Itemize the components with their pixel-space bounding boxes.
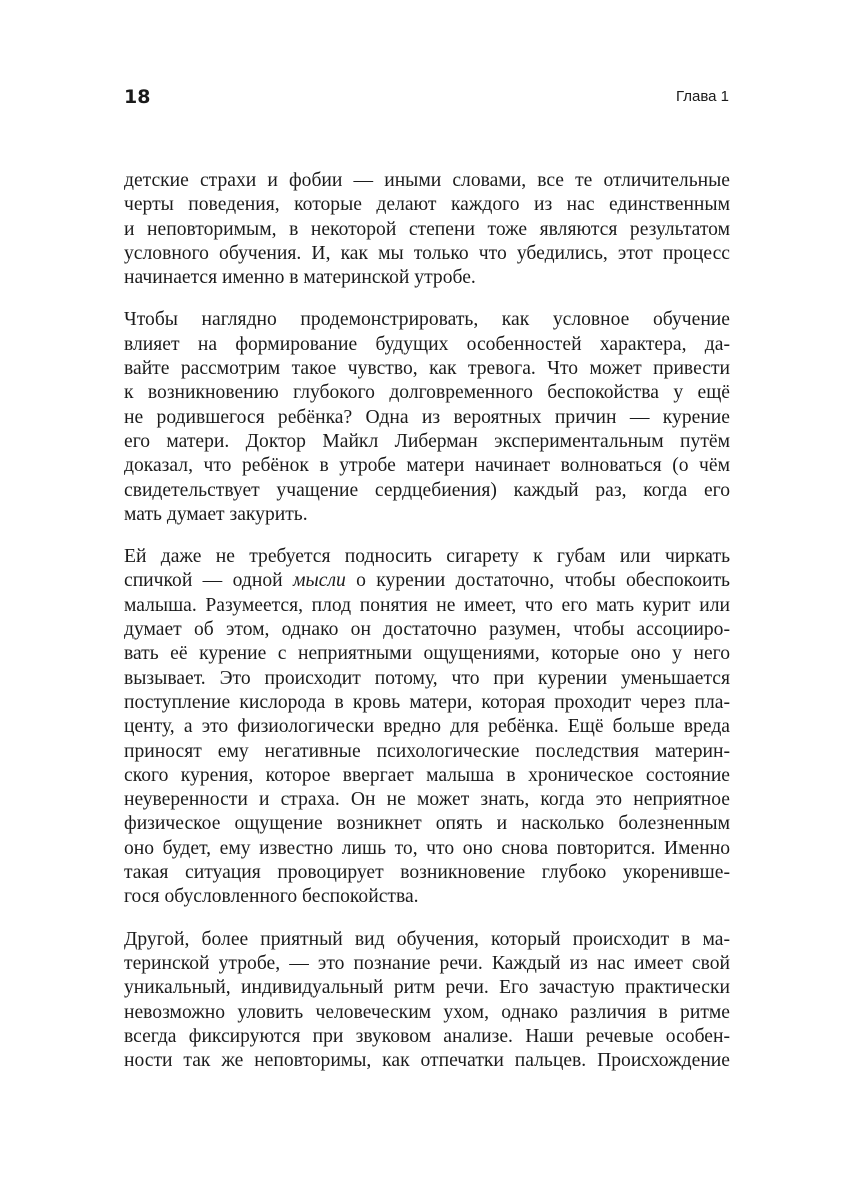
running-header [124, 82, 729, 112]
text-line: приносят ему негативные психологические последствия материн- [124, 740, 730, 762]
text-line: уникальный, индивидуальный ритм речи. Его зачастую практически [124, 977, 730, 999]
text-line: вызывает. Это происходит потому, что при курении уменьшается [124, 667, 730, 689]
text-line: свидетельствует учащение сердцебиения) каждый раз, когда его [124, 479, 730, 501]
text-line: теринской утробе, — это познание речи. Каждый из нас имеет свой [124, 952, 730, 974]
page-number: 18 [124, 86, 151, 108]
text-line: Ей даже не требуется подносить сигарету к губам или чиркать [124, 546, 730, 568]
text-line: гося обусловленного беспокойства. [124, 886, 419, 908]
text-line: мать думает закурить. [124, 503, 308, 525]
text-fragment: спичкой — одной [124, 570, 283, 592]
text-line: черты поведения, которые делают каждого из нас единственным [124, 194, 730, 216]
text-line: физическое ощущение возникнет опять и насколько болезненным [124, 813, 730, 835]
text-line: неуверенности и страха. Он не может знать, когда это неприятное [124, 789, 730, 811]
text-line: ности так же неповторимы, как отпечатки пальцев. Происхождение [124, 1050, 730, 1072]
text-line: такая ситуация провоцирует возникновение глубоко укоренивше- [124, 862, 730, 884]
text-line: к возникновению глубокого долговременного беспокойства у ещё [124, 382, 730, 404]
text-line: детские страхи и фобии — иными словами, все те отличительные [124, 170, 730, 191]
emphasized-word: мысли [292, 570, 346, 592]
text-line: всегда фиксируются при звуковом анализе. Наши речевые особен- [124, 1025, 730, 1047]
text-line: думает об этом, однако он достаточно разумен, чтобы ассоцииро- [124, 619, 730, 641]
text-line: доказал, что ребёнок в утробе матери начинает волноваться (о чём [124, 455, 730, 477]
text-line: оно будет, ему известно лишь то, что оно снова повторится. Именно [124, 837, 730, 859]
text-line: невозможно уловить человеческим ухом, однако различия в ритме [124, 1001, 730, 1023]
text-line: влияет на формирование будущих особенностей характера, да- [124, 333, 730, 355]
text-line: его матери. Доктор Майкл Либерман экспериментальным путём [124, 430, 730, 452]
text-line-with-emphasis [124, 569, 730, 593]
text-line: малыша. Разумеется, плод понятия не имеет, что его мать курит или [124, 594, 730, 616]
paragraph-2 [124, 308, 730, 527]
text-line: ского курения, которое ввергает малыша в хроническое состояние [124, 764, 730, 786]
text-line: поступление кислорода в кровь матери, которая проходит через пла- [124, 691, 730, 713]
paragraph-4 [124, 928, 730, 1074]
text-line: центу, а это физиологически вредно для ребёнка. Ещё больше вреда [124, 716, 730, 738]
text-line: Чтобы наглядно продемонстрировать, как условное обучение [124, 309, 730, 331]
paragraph-3 [124, 545, 730, 909]
paragraph-1 [124, 169, 730, 290]
body-text [124, 169, 730, 1091]
text-line: не родившегося ребёнка? Одна из вероятных причин — курение [124, 406, 730, 428]
text-line: вайте рассмотрим такое чувство, как тревога. Что может привести [124, 358, 730, 380]
text-line: вать её курение с неприятными ощущениями, которые оно у него [124, 643, 730, 665]
text-line: начинается именно в материнской утробе. [124, 267, 476, 289]
text-line: и неповторимым, в некоторой степени тоже являются результатом [124, 218, 730, 240]
chapter-title: Глава 1 [675, 88, 729, 105]
text-fragment: о курении достаточно, чтобы обеспокоить [356, 570, 730, 592]
text-line: условного обучения. И, как мы только что убедились, этот процесс [124, 242, 730, 264]
text-line: Другой, более приятный вид обучения, который происходит в ма- [124, 928, 730, 950]
